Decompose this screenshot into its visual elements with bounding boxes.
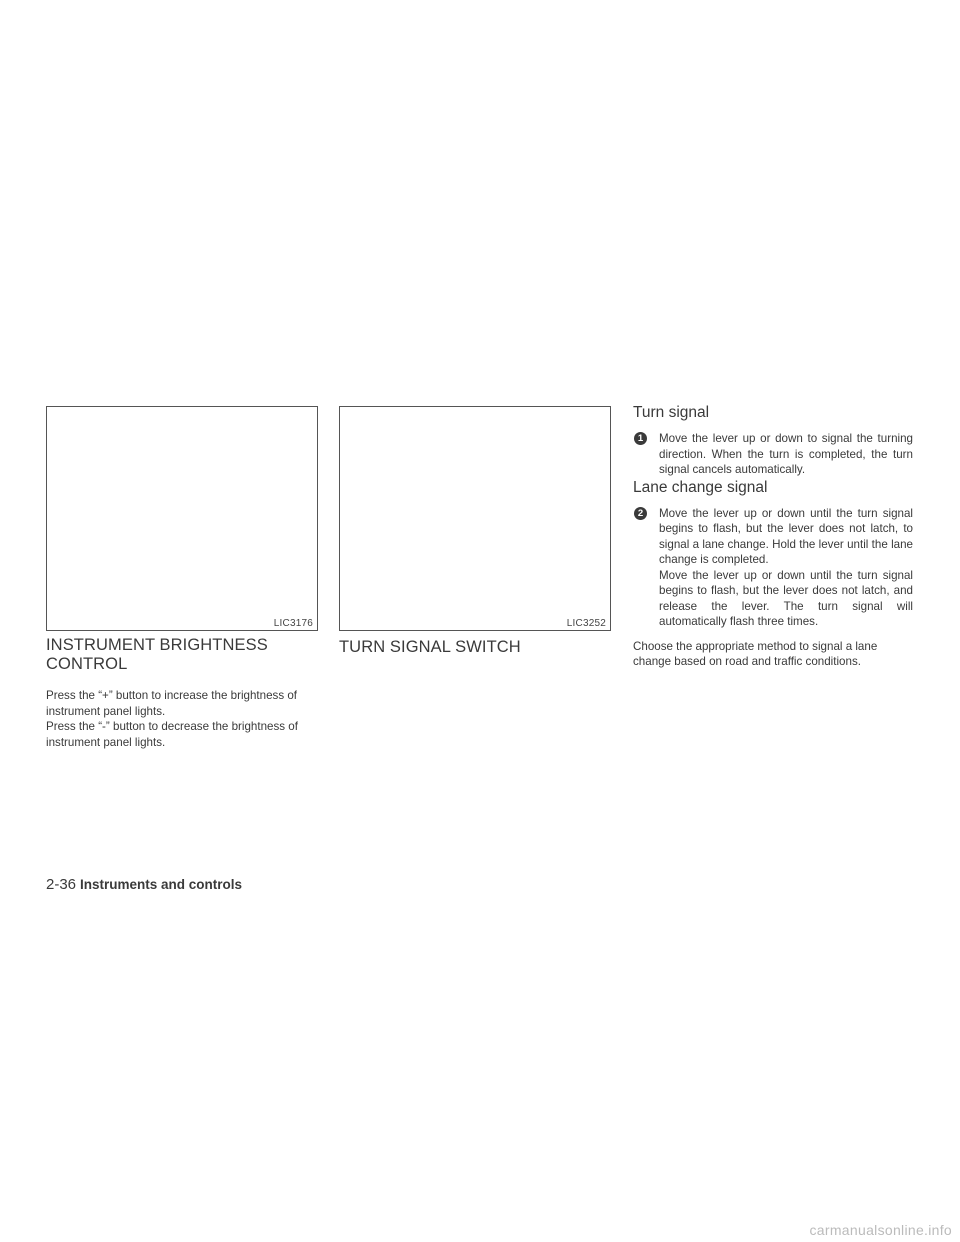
brightness-decrease-paragraph: Press the “-” button to decrease the brightness of instrument panel lights. xyxy=(46,720,298,749)
turn-signal-details xyxy=(633,403,913,670)
turn-signal-heading: Turn signal xyxy=(633,404,710,421)
turn-signal-instruction: Move the lever up or down to signal the turning direction. When the turn is completed, the turn signal cancels automatically. xyxy=(659,432,913,476)
instrument-brightness-figure xyxy=(46,406,318,631)
callout-number-2: 2 xyxy=(634,507,647,520)
list-item xyxy=(633,431,913,478)
heading-line-2: CONTROL xyxy=(46,655,128,673)
lane-change-heading: Lane change signal xyxy=(633,478,768,496)
list-item xyxy=(633,506,913,630)
lane-change-instruction-release: Move the lever up or down until the turn signal begins to flash, but the lever does not latch, and release the lever. The turn signal will automatically flash three times. xyxy=(659,568,913,628)
turn-signal-switch-figure xyxy=(339,406,611,631)
brightness-increase-paragraph: Press the “+” button to increase the brightness of instrument panel lights. xyxy=(46,689,298,718)
chapter-title: Instruments and controls xyxy=(80,877,243,892)
instrument-brightness-section xyxy=(46,634,324,750)
lane-change-instruction-hold: Move the lever up or down until the turn signal begins to flash, but the lever does not latch, to signal a lane change. Hold the lever until the lane change is completed. xyxy=(659,506,913,566)
page-footer xyxy=(46,876,242,893)
callout-number-1: 1 xyxy=(634,432,647,445)
figure-code: LIC3176 xyxy=(273,618,313,629)
heading-line-1: INSTRUMENT BRIGHTNESS xyxy=(46,636,268,654)
figure-code: LIC3252 xyxy=(566,618,606,629)
section-heading xyxy=(46,636,324,674)
page-number: 2-36 xyxy=(46,876,77,893)
section-heading: TURN SIGNAL SWITCH xyxy=(339,638,521,656)
turn-signal-switch-section xyxy=(339,634,617,657)
watermark: carmanualsonline.info xyxy=(809,1222,952,1238)
lane-change-closing-paragraph: Choose the appropriate method to signal a lane change based on road and traffic conditions. xyxy=(633,639,878,668)
